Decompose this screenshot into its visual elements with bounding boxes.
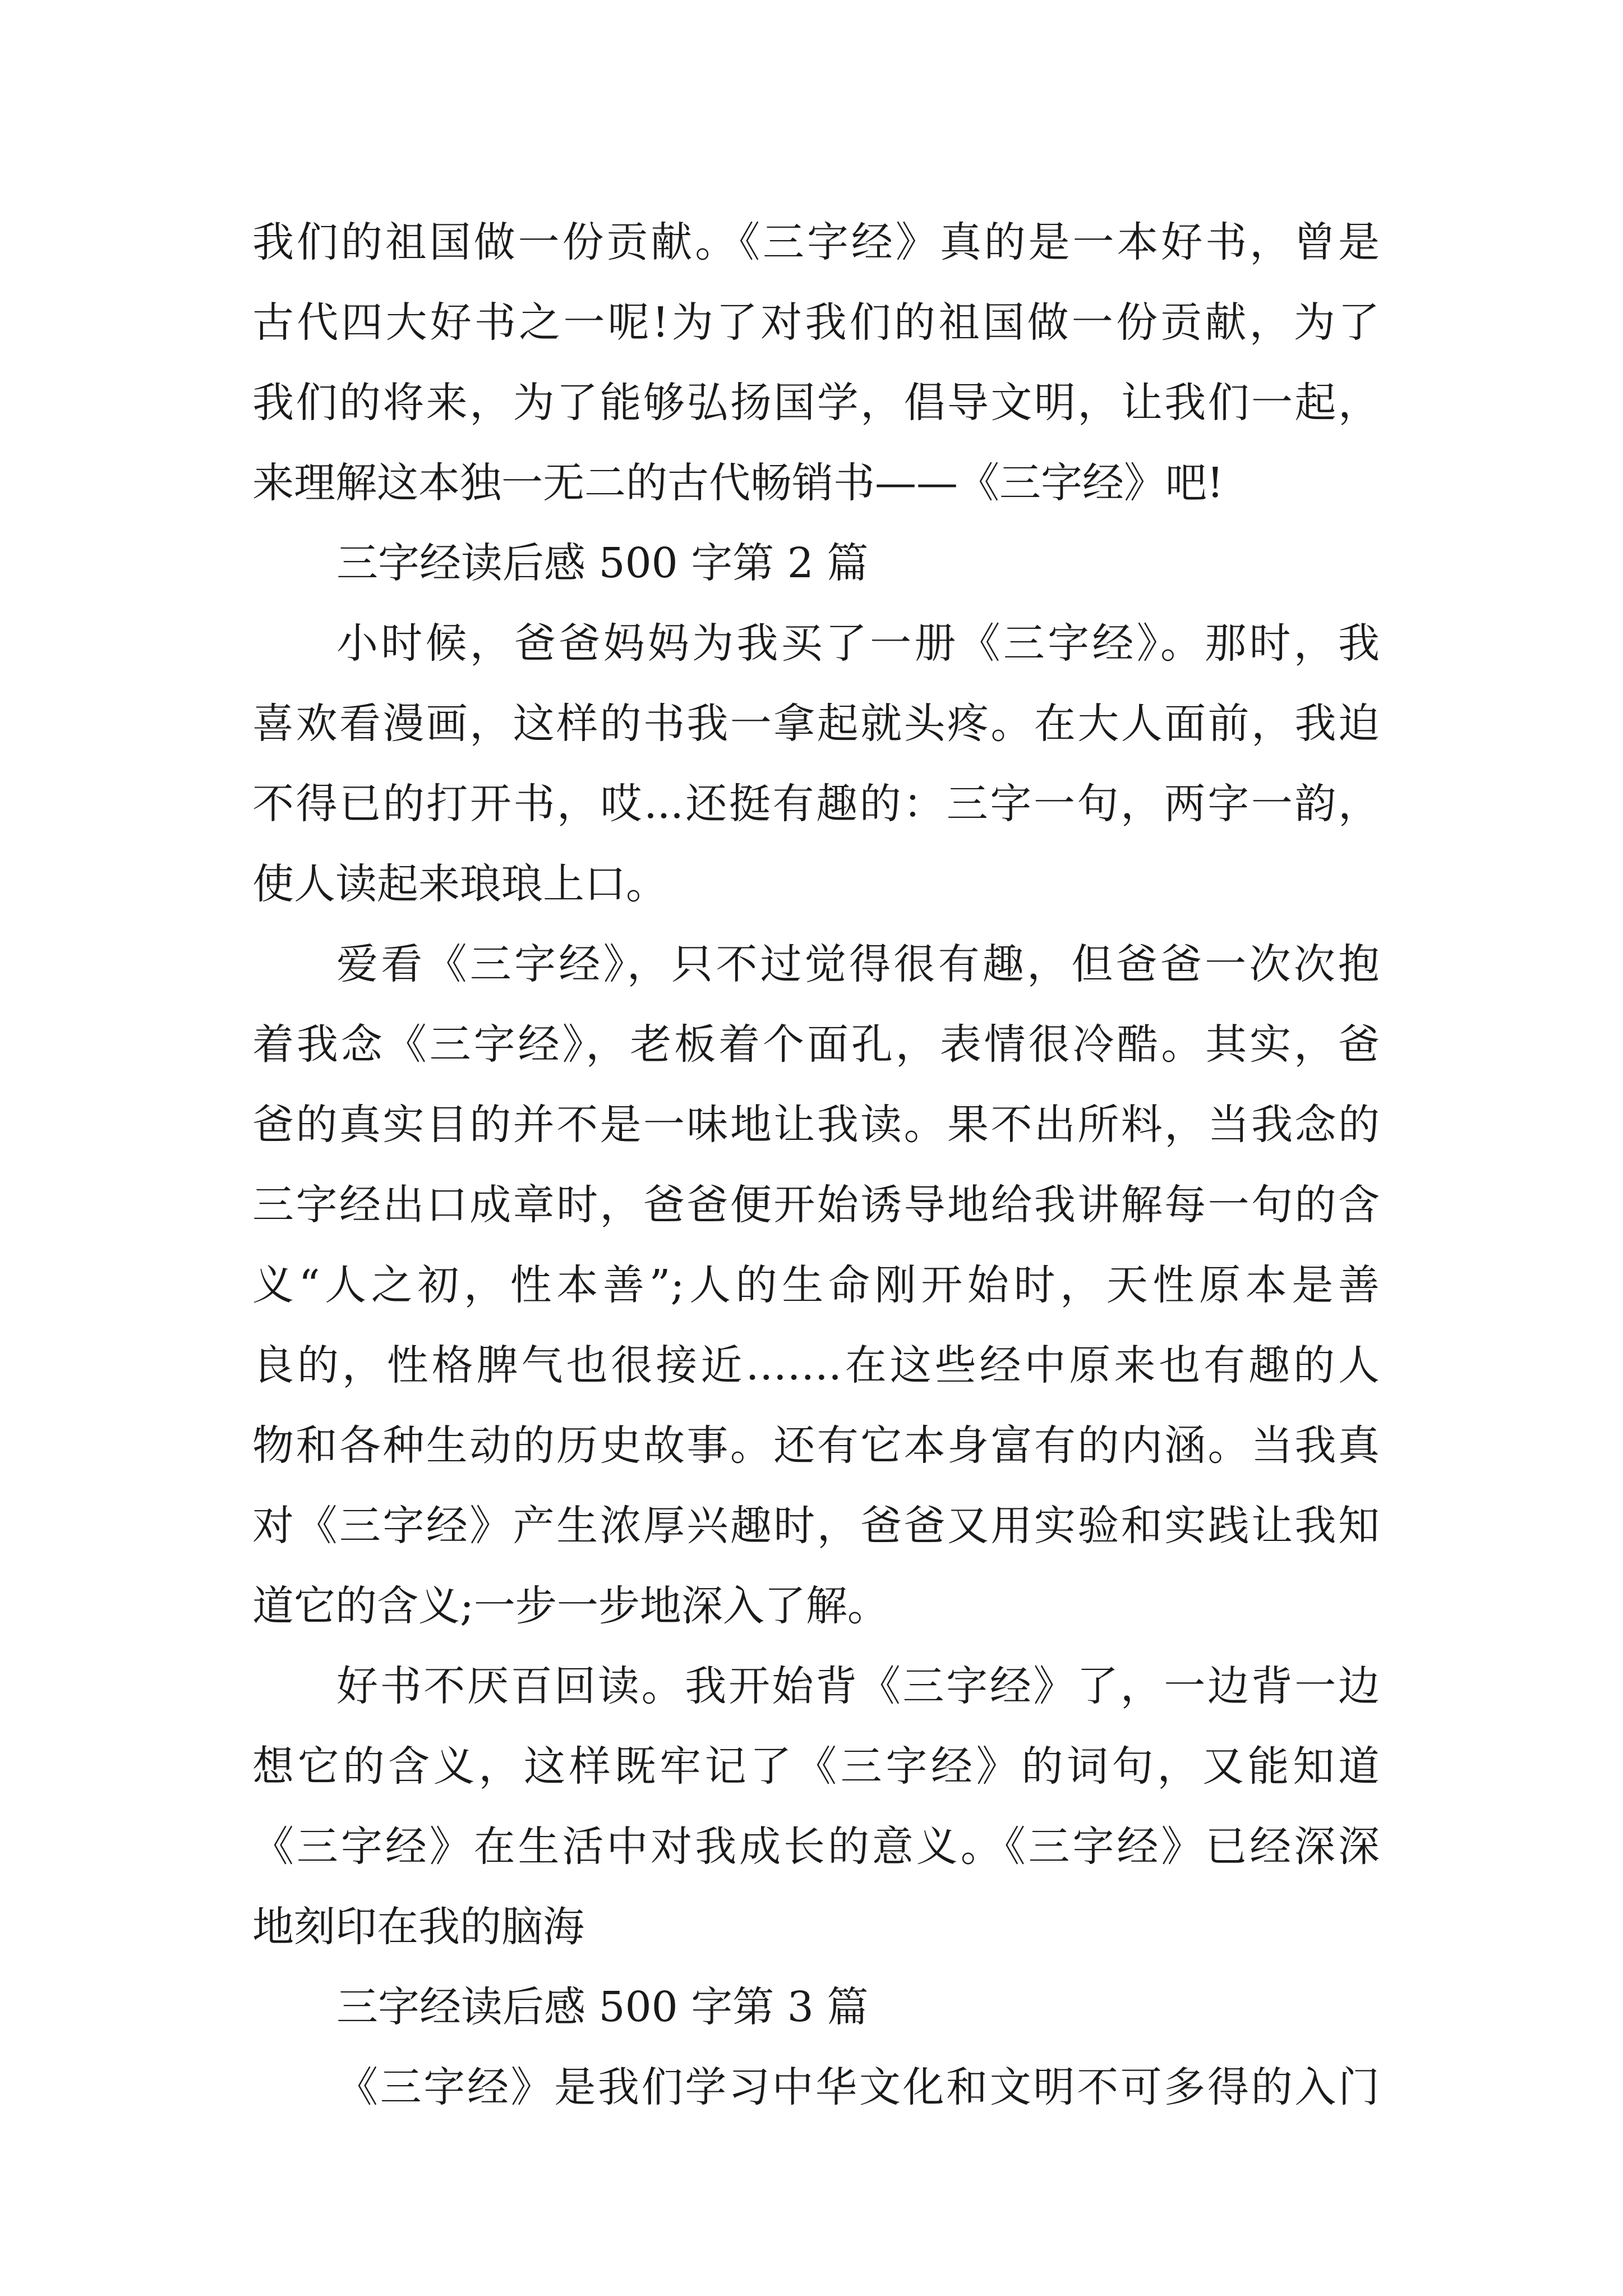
paragraph-line: 我们的将来，为了能够弘扬国学，倡导文明，让我们一起， (252, 379, 1380, 427)
paragraph-line: 喜欢看漫画，这样的书我一拿起就头疼。在大人面前，我迫 (252, 700, 1380, 748)
paragraph-line: 着我念《三字经》，老板着个面孔，表情很冷酷。其实，爸 (252, 1020, 1380, 1069)
paragraph-line: 《三字经》是我们学习中华文化和文明不可多得的入门 (336, 2063, 1380, 2111)
paragraph-line: 好书不厌百回读。我开始背《三字经》了，一边背一边 (336, 1662, 1380, 1710)
paragraph-line: 义“人之初，性本善”;人的生命刚开始时，天性原本是善 (252, 1261, 1380, 1309)
paragraph-line: 对《三字经》产生浓厚兴趣时，爸爸又用实验和实践让我知 (252, 1502, 1380, 1550)
paragraph-line: 物和各种生动的历史故事。还有它本身富有的内涵。当我真 (252, 1421, 1380, 1470)
paragraph-line: 小时候，爸爸妈妈为我买了一册《三字经》。那时，我 (336, 619, 1380, 668)
paragraph-line: 我们的祖国做一份贡献。《三字经》真的是一本好书，曾是 (252, 218, 1380, 266)
paragraph-line: 爸的真实目的并不是一味地让我读。果不出所料，当我念的 (252, 1101, 1380, 1149)
paragraph-line: 想它的含义，这样既牢记了《三字经》的词句，又能知道 (252, 1742, 1380, 1791)
paragraph-line: 古代四大好书之一呢!为了对我们的祖国做一份贡献，为了 (252, 298, 1380, 347)
paragraph-line: 不得已的打开书，哎...还挺有趣的：三字一句，两字一韵， (252, 780, 1380, 828)
section-heading: 三字经读后感 500 字第 3 篇 (336, 1983, 869, 2031)
paragraph-line: 《三字经》在生活中对我成长的意义。《三字经》已经深深 (252, 1823, 1380, 1871)
paragraph-line: 爱看《三字经》，只不过觉得很有趣，但爸爸一次次抱 (336, 940, 1380, 988)
paragraph-line: 使人读起来琅琅上口。 (252, 860, 667, 908)
paragraph-line: 地刻印在我的脑海 (252, 1903, 584, 1951)
paragraph-line: 来理解这本独一无二的古代畅销书——《三字经》吧! (252, 459, 1224, 507)
paragraph-line: 良的，性格脾气也很接近…….在这些经中原来也有趣的人 (252, 1341, 1380, 1389)
paragraph-line: 三字经出口成章时，爸爸便开始诱导地给我讲解每一句的含 (252, 1181, 1380, 1229)
paragraph-line: 道它的含义;一步一步地深入了解。 (252, 1582, 889, 1630)
section-heading: 三字经读后感 500 字第 2 篇 (336, 539, 869, 587)
